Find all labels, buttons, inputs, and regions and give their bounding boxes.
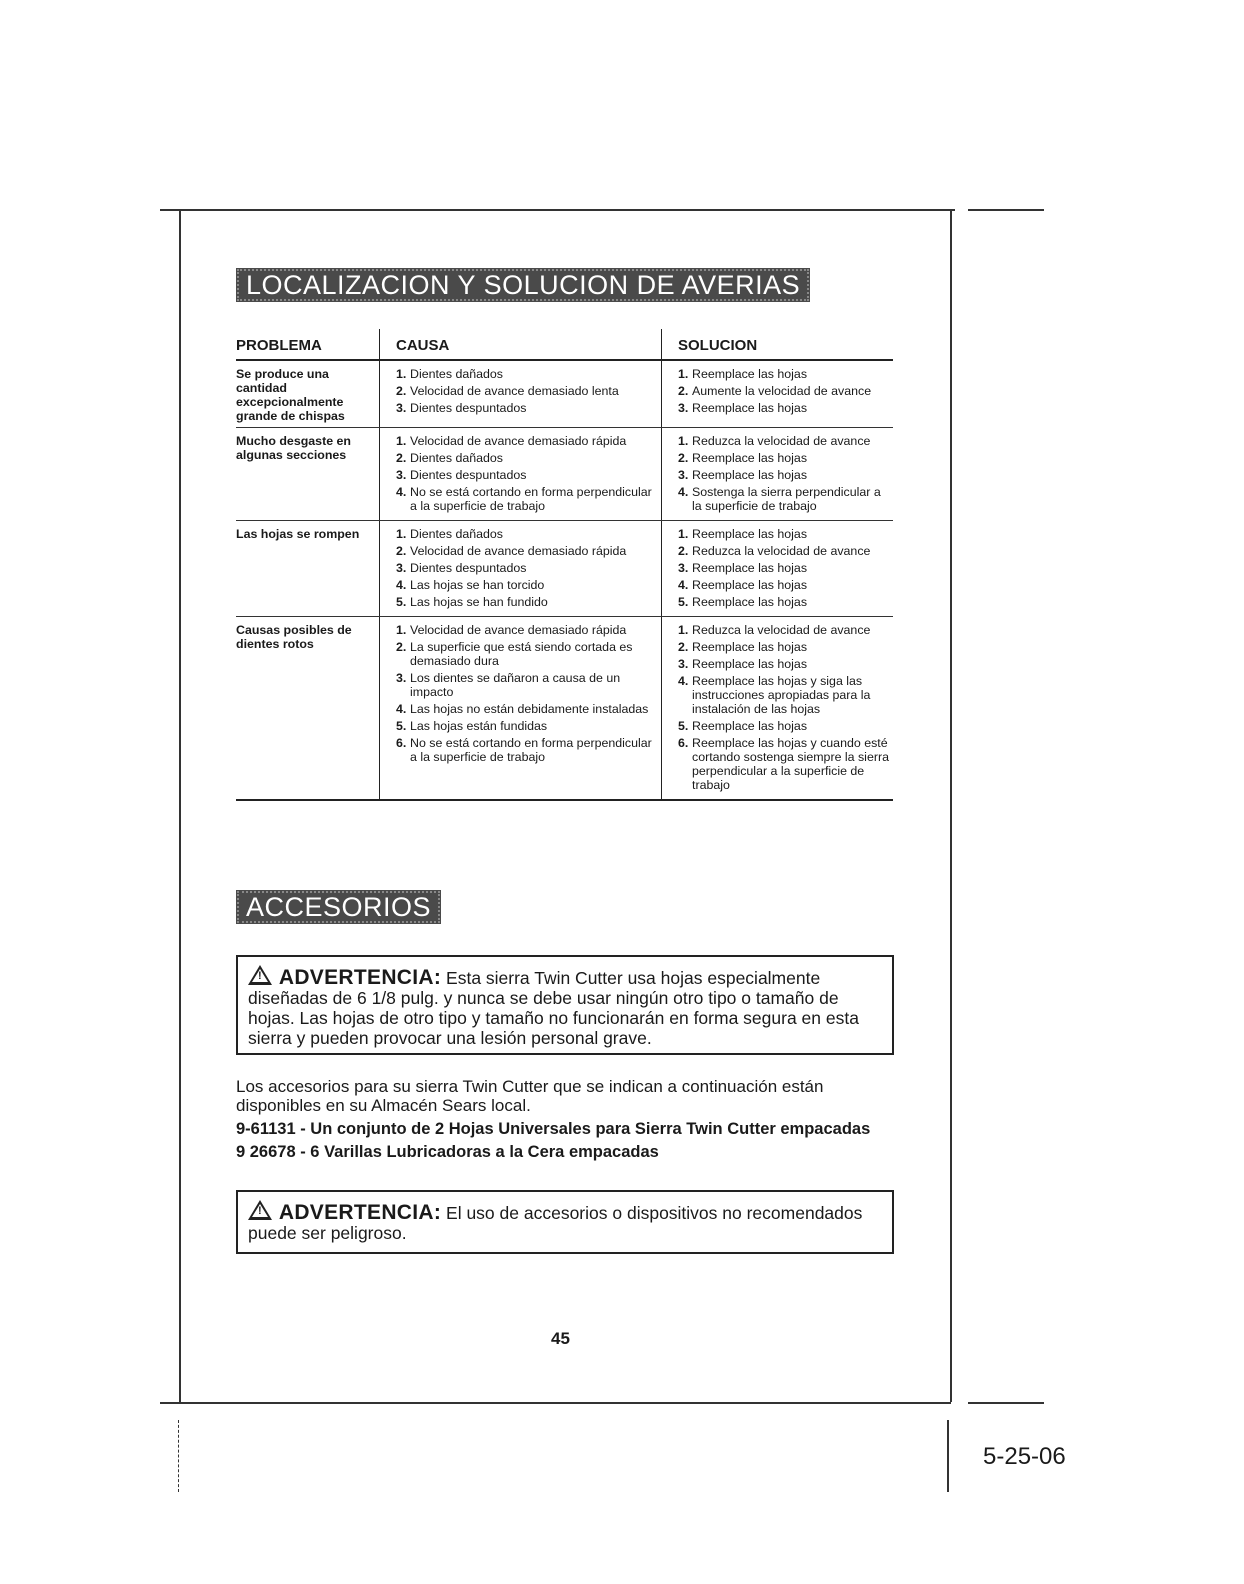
cause-text: Velocidad de avance demasiado lenta <box>410 384 619 398</box>
frame-top-right-line <box>968 209 1044 211</box>
warning-box-blades <box>236 955 894 1055</box>
item-number: 2. <box>396 544 407 558</box>
solution-cell <box>662 617 894 801</box>
solution-text: Reemplace las hojas <box>692 595 808 609</box>
solution-text: Reemplace las hojas <box>692 401 808 415</box>
cause-item <box>396 434 661 448</box>
item-number: 1. <box>678 434 689 448</box>
solution-text: Reemplace las hojas <box>692 527 808 541</box>
solution-text: Reemplace las hojas <box>692 451 808 465</box>
solution-item <box>678 736 893 792</box>
warning-triangle-icon <box>248 965 272 985</box>
header-cause: CAUSA <box>380 329 662 360</box>
crop-mark-left <box>178 1420 181 1492</box>
problem-cell: Mucho desgaste en algunas secciones <box>236 428 380 521</box>
cause-text: Las hojas se han fundido <box>410 595 548 609</box>
cause-text: Dientes dañados <box>410 527 503 541</box>
print-date: 5-25-06 <box>983 1443 1066 1470</box>
item-number: 3. <box>396 401 407 415</box>
cause-item <box>396 640 661 668</box>
item-number: 2. <box>396 451 407 465</box>
item-number: 6. <box>678 736 689 750</box>
cause-text: La superficie que está siendo cortada es demasiado dura <box>410 640 633 668</box>
item-number: 3. <box>678 657 689 671</box>
table-row <box>236 428 893 521</box>
solution-item <box>678 451 893 465</box>
item-number: 2. <box>396 640 407 654</box>
cause-item <box>396 595 661 609</box>
solution-item <box>678 401 893 415</box>
item-number: 6. <box>396 736 407 750</box>
warning-label: ADVERTENCIA: <box>278 1201 442 1224</box>
cause-text: Las hojas están fundidas <box>410 719 548 733</box>
cause-text: Velocidad de avance demasiado rápida <box>410 544 627 558</box>
cause-item <box>396 544 661 558</box>
cause-list <box>396 623 661 764</box>
solution-text: Reemplace las hojas <box>692 561 808 575</box>
cause-text: Dientes despuntados <box>410 561 527 575</box>
solution-item <box>678 485 893 513</box>
cause-item <box>396 401 661 415</box>
cause-item <box>396 367 661 381</box>
cause-text: Dientes dañados <box>410 451 503 465</box>
cause-text: Velocidad de avance demasiado rápida <box>410 434 627 448</box>
item-number: 5. <box>396 595 407 609</box>
item-number: 1. <box>678 527 689 541</box>
part-blades: 9-61131 - Un conjunto de 2 Hojas Universales para Sierra Twin Cutter empacadas <box>236 1120 871 1138</box>
warning-box-accessories <box>236 1190 894 1254</box>
item-number: 5. <box>678 719 689 733</box>
solution-item <box>678 367 893 381</box>
cause-text: Dientes despuntados <box>410 468 527 482</box>
cause-item <box>396 561 661 575</box>
table-row <box>236 360 893 428</box>
item-number: 1. <box>396 623 407 637</box>
item-number: 5. <box>678 595 689 609</box>
item-number: 1. <box>396 434 407 448</box>
table-header-row <box>236 329 893 360</box>
solution-cell <box>662 521 894 617</box>
cause-list <box>396 527 661 609</box>
cause-item <box>396 485 661 513</box>
cause-item <box>396 527 661 541</box>
item-number: 3. <box>678 468 689 482</box>
table-body <box>236 360 893 800</box>
problem-cell: Las hojas se rompen <box>236 521 380 617</box>
solution-text: Aumente la velocidad de avance <box>692 384 872 398</box>
frame-left-line <box>179 209 181 1402</box>
cause-item <box>396 384 661 398</box>
accessories-intro: Los accesorios para su sierra Twin Cutter que se indican a continuación están disponibles en su Almacén Sears local. <box>236 1077 824 1115</box>
frame-top-line <box>160 209 955 211</box>
cause-cell <box>380 521 662 617</box>
accessories-title: ACCESORIOS <box>236 890 441 924</box>
solution-text: Sostenga la sierra perpendicular a la superficie de trabajo <box>692 485 881 513</box>
item-number: 1. <box>396 367 407 381</box>
solution-text: Reemplace las hojas y cuando esté cortando sostenga siempre la sierra perpendicular a la superficie de trabajo <box>692 736 889 792</box>
solution-list <box>678 367 893 415</box>
solution-item <box>678 578 893 592</box>
item-number: 5. <box>396 719 407 733</box>
item-number: 1. <box>678 623 689 637</box>
item-number: 2. <box>678 544 689 558</box>
item-number: 4. <box>396 578 407 592</box>
cause-list <box>396 434 661 513</box>
item-number: 3. <box>396 671 407 685</box>
solution-text: Reduzca la velocidad de avance <box>692 434 871 448</box>
frame-right-line <box>950 209 952 1402</box>
table-row <box>236 521 893 617</box>
item-number: 2. <box>396 384 407 398</box>
solution-item <box>678 544 893 558</box>
item-number: 4. <box>396 702 407 716</box>
part-wax-sticks: 9 26678 - 6 Varillas Lubricadoras a la Cera empacadas <box>236 1143 659 1161</box>
cause-item <box>396 468 661 482</box>
cause-text: No se está cortando en forma perpendicular a la superficie de trabajo <box>410 736 652 764</box>
solution-item <box>678 434 893 448</box>
page-number: 45 <box>551 1329 570 1348</box>
warning-label: ADVERTENCIA: <box>278 966 442 989</box>
solution-text: Reemplace las hojas <box>692 640 808 654</box>
frame-bottom-line <box>160 1402 951 1404</box>
solution-item <box>678 384 893 398</box>
item-number: 2. <box>678 384 689 398</box>
cause-item <box>396 623 661 637</box>
warning-triangle-icon <box>248 1200 272 1220</box>
item-number: 4. <box>678 578 689 592</box>
cause-item <box>396 719 661 733</box>
item-number: 3. <box>678 561 689 575</box>
item-number: 1. <box>396 527 407 541</box>
solution-text: Reemplace las hojas <box>692 367 808 381</box>
problem-cell: Se produce una cantidad excepcionalmente grande de chispas <box>236 360 380 428</box>
item-number: 2. <box>678 451 689 465</box>
solution-text: Reduzca la velocidad de avance <box>692 623 871 637</box>
warning-text: El uso de accesorios o dispositivos no recomendados puede ser peligroso. <box>248 1203 863 1243</box>
cause-item <box>396 736 661 764</box>
solution-cell <box>662 360 894 428</box>
solution-list <box>678 527 893 609</box>
table-row <box>236 617 893 801</box>
cause-text: Los dientes se dañaron a causa de un impacto <box>410 671 621 699</box>
cause-item <box>396 578 661 592</box>
solution-cell <box>662 428 894 521</box>
troubleshooting-table <box>236 329 893 801</box>
item-number: 4. <box>396 485 407 499</box>
cause-cell <box>380 617 662 801</box>
item-number: 3. <box>396 468 407 482</box>
warning-text: Esta sierra Twin Cutter usa hojas especialmente diseñadas de 6 1/8 pulg. y nunca se debe usar ningún otro tipo o tamaño de hojas. Las hojas de otro tipo y tamaño no funcionarán en forma segura en esta sierra y pueden provocar una lesión personal grave. <box>248 968 859 1048</box>
solution-text: Reemplace las hojas <box>692 468 808 482</box>
cause-text: Dientes dañados <box>410 367 503 381</box>
cause-cell <box>380 360 662 428</box>
solution-text: Reemplace las hojas <box>692 719 808 733</box>
item-number: 1. <box>678 367 689 381</box>
header-solution: SOLUCION <box>662 329 894 360</box>
item-number: 2. <box>678 640 689 654</box>
cause-text: No se está cortando en forma perpendicular a la superficie de trabajo <box>410 485 652 513</box>
solution-item <box>678 674 893 716</box>
cause-item <box>396 451 661 465</box>
solution-item <box>678 719 893 733</box>
solution-item <box>678 657 893 671</box>
item-number: 4. <box>678 674 689 688</box>
solution-item <box>678 640 893 654</box>
solution-item <box>678 527 893 541</box>
solution-text: Reemplace las hojas <box>692 657 808 671</box>
solution-list <box>678 623 893 792</box>
solution-item <box>678 595 893 609</box>
cause-text: Las hojas no están debidamente instaladas <box>410 702 649 716</box>
frame-bottom-right-line <box>968 1402 1044 1404</box>
item-number: 4. <box>678 485 689 499</box>
cause-text: Velocidad de avance demasiado rápida <box>410 623 627 637</box>
cause-text: Las hojas se han torcido <box>410 578 545 592</box>
item-number: 3. <box>678 401 689 415</box>
cause-cell <box>380 428 662 521</box>
crop-mark-right <box>947 1420 949 1492</box>
item-number: 3. <box>396 561 407 575</box>
cause-item <box>396 671 661 699</box>
solution-text: Reduzca la velocidad de avance <box>692 544 871 558</box>
troubleshooting-title: LOCALIZACION Y SOLUCION DE AVERIAS <box>236 268 810 302</box>
solution-text: Reemplace las hojas y siga las instrucciones apropiadas para la instalación de las hojas <box>692 674 871 716</box>
solution-item <box>678 623 893 637</box>
cause-item <box>396 702 661 716</box>
solution-list <box>678 434 893 513</box>
solution-item <box>678 561 893 575</box>
problem-cell: Causas posibles de dientes rotos <box>236 617 380 801</box>
cause-list <box>396 367 661 415</box>
solution-text: Reemplace las hojas <box>692 578 808 592</box>
cause-text: Dientes despuntados <box>410 401 527 415</box>
header-problem: PROBLEMA <box>236 329 380 360</box>
solution-item <box>678 468 893 482</box>
